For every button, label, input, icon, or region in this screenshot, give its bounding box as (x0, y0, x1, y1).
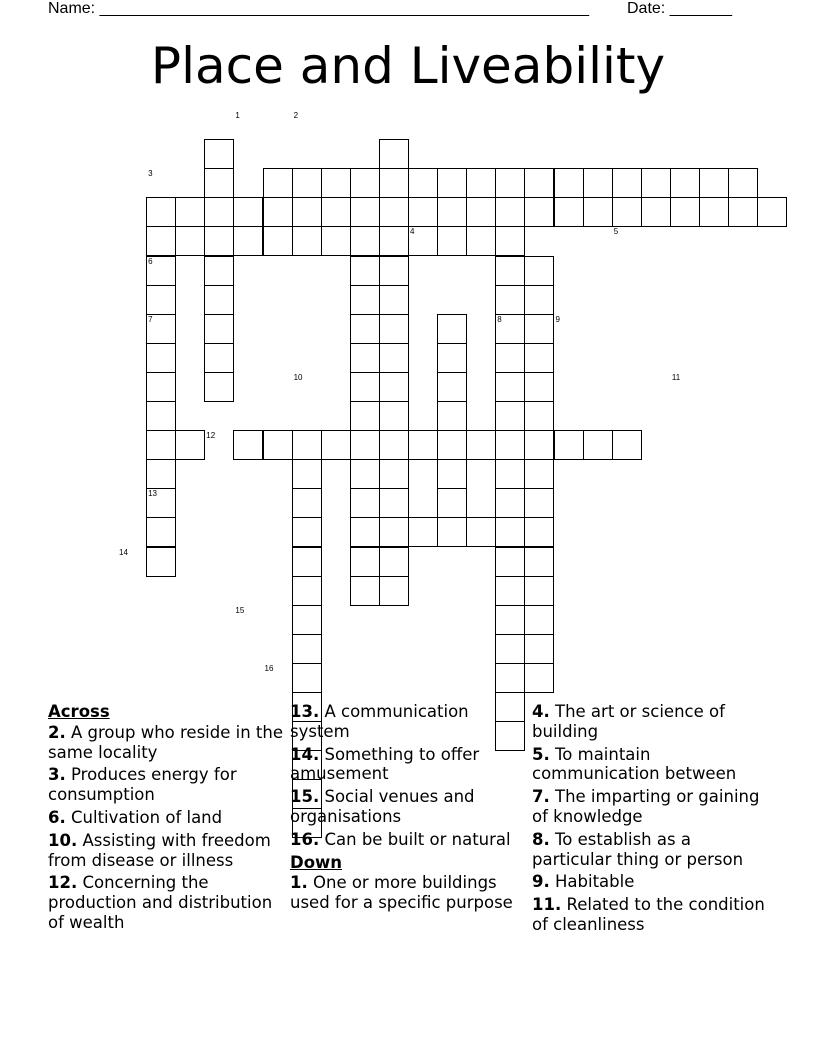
grid-cell[interactable] (292, 547, 322, 577)
grid-cell[interactable] (495, 226, 525, 256)
clue-text: Can be built or natural (324, 829, 511, 849)
grid-cell[interactable] (350, 343, 380, 373)
grid-cell[interactable] (757, 197, 787, 227)
grid-cell[interactable] (524, 430, 554, 460)
clue-number: 9 (555, 314, 560, 324)
grid-cell[interactable] (495, 343, 525, 373)
clue-number: 4 (410, 227, 415, 237)
grid-cell[interactable] (408, 517, 438, 547)
grid-cell[interactable] (379, 343, 409, 373)
grid-cell[interactable] (437, 430, 467, 460)
grid-cell[interactable] (292, 488, 322, 518)
clue-number-label: 11. (532, 895, 562, 915)
grid-cell[interactable] (524, 605, 554, 635)
grid-cell[interactable] (728, 197, 758, 227)
grid-cell[interactable] (379, 576, 409, 606)
clue (290, 830, 526, 850)
grid-cell[interactable] (263, 197, 293, 227)
grid-cell[interactable] (554, 430, 584, 460)
grid-cell[interactable] (524, 168, 554, 198)
page-title: Place and Liveability (150, 37, 666, 95)
grid-cell[interactable] (146, 430, 176, 460)
grid-cell[interactable] (524, 285, 554, 315)
grid-cell[interactable] (495, 430, 525, 460)
grid-cell[interactable] (292, 168, 322, 198)
grid-cell[interactable] (350, 168, 380, 198)
grid-cell[interactable] (292, 605, 322, 635)
clue-number: 13 (148, 489, 157, 499)
grid-cell[interactable] (350, 401, 380, 431)
grid-cell[interactable] (495, 663, 525, 693)
grid-cell[interactable] (495, 547, 525, 577)
clue-number-label: 13. (290, 702, 320, 721)
grid-cell[interactable] (612, 197, 642, 227)
grid-cell[interactable] (612, 168, 642, 198)
grid-cell[interactable] (379, 139, 409, 169)
clue (290, 873, 526, 913)
grid-cell[interactable] (321, 168, 351, 198)
grid-cell[interactable] (437, 197, 467, 227)
clue-text: To establish as a particular thing or person (532, 829, 744, 869)
grid-cell[interactable] (495, 634, 525, 664)
grid-cell[interactable] (583, 197, 613, 227)
grid-cell[interactable] (641, 168, 671, 198)
grid-cell[interactable] (204, 139, 234, 169)
clue (48, 723, 284, 763)
grid-cell[interactable] (524, 547, 554, 577)
grid-cell[interactable] (495, 168, 525, 198)
grid-cell[interactable] (524, 517, 554, 547)
grid-cell[interactable] (437, 314, 467, 344)
grid-cell[interactable] (263, 430, 293, 460)
grid-cell[interactable] (379, 372, 409, 402)
grid-cell[interactable] (350, 197, 380, 227)
clue-number: 7 (148, 314, 153, 324)
grid-cell[interactable] (146, 517, 176, 547)
grid-cell[interactable] (146, 401, 176, 431)
clue-text: Assisting with freedom from disease or illness (48, 830, 271, 870)
grid-cell[interactable] (233, 197, 263, 227)
grid-cell[interactable] (495, 605, 525, 635)
clue-text: Habitable (555, 872, 635, 892)
grid-cell[interactable] (524, 372, 554, 402)
clue-number: 3 (148, 169, 153, 179)
clue-number: 1 (235, 111, 240, 120)
clue-text: The art or science of building (532, 702, 725, 741)
grid-cell[interactable] (292, 226, 322, 256)
clue-number: 16 (264, 663, 274, 673)
grid-cell[interactable] (350, 547, 380, 577)
grid-cell[interactable] (350, 226, 380, 256)
grid-cell[interactable] (379, 459, 409, 489)
grid-cell[interactable] (466, 168, 496, 198)
grid-cell[interactable] (437, 517, 467, 547)
grid-cell[interactable] (321, 430, 351, 460)
clue (532, 830, 768, 870)
grid-cell[interactable] (524, 401, 554, 431)
grid-cell[interactable] (146, 226, 176, 256)
grid-cell[interactable] (379, 547, 409, 577)
clue-text: To maintain communication between (532, 744, 737, 784)
grid-cell[interactable] (175, 226, 205, 256)
grid-cell[interactable] (524, 576, 554, 606)
clue-number: 6 (148, 256, 153, 266)
grid-cell[interactable] (350, 488, 380, 518)
grid-cell[interactable] (233, 430, 263, 460)
grid-cell[interactable] (495, 401, 525, 431)
grid-cell[interactable] (263, 168, 293, 198)
grid-cell[interactable] (350, 372, 380, 402)
grid-cell[interactable] (204, 168, 234, 198)
grid-cell[interactable] (379, 226, 409, 256)
grid-cell[interactable] (670, 197, 700, 227)
grid-cell[interactable] (466, 197, 496, 227)
clue (290, 702, 526, 742)
clue-number-label: 3. (48, 765, 66, 785)
grid-cell[interactable] (437, 226, 467, 256)
clue-number-label: 5. (532, 744, 550, 764)
grid-cell[interactable] (379, 256, 409, 286)
grid-cell[interactable] (379, 488, 409, 518)
clue (532, 895, 768, 935)
clue-number-label: 8. (532, 829, 550, 849)
clue (290, 787, 526, 827)
grid-cell[interactable] (292, 663, 322, 693)
grid-cell[interactable] (379, 430, 409, 460)
grid-cell[interactable] (292, 517, 322, 547)
clue (532, 787, 768, 827)
clue (48, 765, 284, 805)
clue-number: 5 (613, 227, 619, 237)
clue-text: A communication system (290, 702, 469, 741)
grid-cell[interactable] (524, 256, 554, 286)
grid-cell[interactable] (350, 517, 380, 547)
grid-cell[interactable] (495, 517, 525, 547)
grid-cell[interactable] (292, 197, 322, 227)
clue (532, 872, 768, 892)
clue-number-label: 15. (290, 787, 320, 807)
grid-cell[interactable] (466, 517, 496, 547)
grid-cell[interactable] (699, 197, 729, 227)
grid-cell[interactable] (583, 168, 613, 198)
clue-number: 10 (293, 372, 303, 382)
grid-cell[interactable] (350, 459, 380, 489)
clue (48, 873, 284, 932)
grid-cell[interactable] (321, 197, 351, 227)
clue-text: Social venues and organisations (290, 787, 475, 826)
clue-number-label: 14. (290, 744, 320, 764)
clue-number: 2 (293, 111, 299, 120)
clue (48, 808, 284, 828)
grid-cell[interactable] (495, 372, 525, 402)
grid-cell[interactable] (204, 256, 234, 286)
grid-cell[interactable] (495, 285, 525, 315)
grid-cell[interactable] (379, 314, 409, 344)
grid-cell[interactable] (495, 576, 525, 606)
grid-cell[interactable] (204, 372, 234, 402)
grid-cell[interactable] (292, 634, 322, 664)
clue-number-label: 6. (48, 807, 66, 827)
grid-cell[interactable] (379, 285, 409, 315)
clue-number-label: 7. (532, 787, 550, 807)
grid-cell[interactable] (350, 256, 380, 286)
date-label: Date: (627, 0, 666, 17)
grid-cell[interactable] (583, 430, 613, 460)
grid-cell[interactable] (408, 197, 438, 227)
grid-cell[interactable] (146, 197, 176, 227)
grid-cell[interactable] (204, 285, 234, 315)
grid-cell[interactable] (495, 197, 525, 227)
clue-text: Something to offer amusement (290, 744, 480, 784)
grid-cell[interactable] (204, 314, 234, 344)
clue-number: 12 (206, 431, 216, 441)
grid-cell[interactable] (437, 459, 467, 489)
grid-cell[interactable] (554, 168, 584, 198)
grid-cell[interactable] (437, 488, 467, 518)
clue-text: Cultivation of land (71, 807, 223, 827)
clue (290, 745, 526, 785)
grid-cell[interactable] (379, 517, 409, 547)
grid-cell[interactable] (466, 226, 496, 256)
grid-cell[interactable] (495, 459, 525, 489)
clue (532, 745, 768, 785)
grid-cell[interactable] (437, 401, 467, 431)
clue-text: A group who reside in the same locality (48, 722, 283, 762)
clue-number-label: 10. (48, 830, 78, 850)
grid-cell[interactable] (728, 168, 758, 198)
clue (532, 702, 768, 742)
grid-cell[interactable] (612, 430, 642, 460)
grid-cell[interactable] (524, 663, 554, 693)
grid-cell[interactable] (699, 168, 729, 198)
clue-text: The imparting or gaining of knowledge (532, 787, 760, 826)
grid-cell[interactable] (263, 226, 293, 256)
clue (48, 831, 284, 871)
grid-cell[interactable] (350, 430, 380, 460)
grid-cell[interactable] (554, 197, 584, 227)
grid-cell[interactable] (321, 226, 351, 256)
grid-cell[interactable] (524, 343, 554, 373)
grid-cell[interactable] (204, 343, 234, 373)
clue-number-label: 9. (532, 872, 550, 892)
grid-cell[interactable] (146, 459, 176, 489)
grid-cell[interactable] (350, 576, 380, 606)
grid-cell[interactable] (379, 197, 409, 227)
grid-cell[interactable] (408, 430, 438, 460)
grid-cell[interactable] (146, 372, 176, 402)
grid-cell[interactable] (670, 168, 700, 198)
grid-cell[interactable] (437, 168, 467, 198)
across-heading: Across (48, 702, 110, 721)
down-heading: Down (290, 852, 343, 872)
grid-cell[interactable] (292, 576, 322, 606)
name-label: Name: (48, 0, 96, 17)
grid-cell[interactable] (524, 459, 554, 489)
grid-cell[interactable] (408, 168, 438, 198)
clue-number: 8 (497, 314, 502, 324)
clues-column-1 (48, 702, 284, 936)
clue-number-label: 2. (48, 722, 66, 742)
grid-cell[interactable] (175, 197, 205, 227)
grid-cell[interactable] (175, 430, 205, 460)
grid-cell[interactable] (495, 256, 525, 286)
grid-cell[interactable] (524, 197, 554, 227)
date-line[interactable]: _______ (669, 0, 732, 17)
clue-text: Related to the condition of cleanliness (532, 895, 765, 934)
grid-cell[interactable] (437, 372, 467, 402)
grid-cell[interactable] (292, 459, 322, 489)
grid-cell[interactable] (292, 430, 322, 460)
clue-number-label: 1. (290, 873, 308, 893)
clue-number-label: 4. (532, 702, 550, 721)
grid-cell[interactable] (350, 314, 380, 344)
grid-cell[interactable] (146, 547, 176, 577)
grid-cell[interactable] (466, 430, 496, 460)
grid-cell[interactable] (437, 343, 467, 373)
grid-cell[interactable] (379, 401, 409, 431)
clue-number-label: 12. (48, 873, 78, 893)
grid-cell[interactable] (379, 168, 409, 198)
clue-number: 15 (235, 605, 245, 615)
grid-cell[interactable] (204, 197, 234, 227)
name-line[interactable]: _______________________________________________________ (99, 0, 589, 17)
grid-cell[interactable] (204, 226, 234, 256)
grid-cell[interactable] (146, 343, 176, 373)
grid-cell[interactable] (524, 488, 554, 518)
grid-cell[interactable] (524, 634, 554, 664)
grid-cell[interactable] (350, 285, 380, 315)
grid-cell[interactable] (146, 285, 176, 315)
clue-text: Concerning the production and distribution of wealth (48, 873, 273, 932)
grid-cell[interactable] (233, 226, 263, 256)
clue-number-label: 16. (290, 829, 320, 849)
clue-text: Produces energy for consumption (48, 765, 237, 805)
grid-cell[interactable] (641, 197, 671, 227)
grid-cell[interactable] (524, 314, 554, 344)
clue-text: One or more buildings used for a specific purpose (290, 873, 513, 913)
clues-column-3 (532, 702, 768, 938)
grid-cell[interactable] (495, 488, 525, 518)
clue-number: 14 (119, 547, 128, 557)
clues-column-2 (290, 702, 526, 916)
clue-number: 11 (671, 372, 681, 382)
